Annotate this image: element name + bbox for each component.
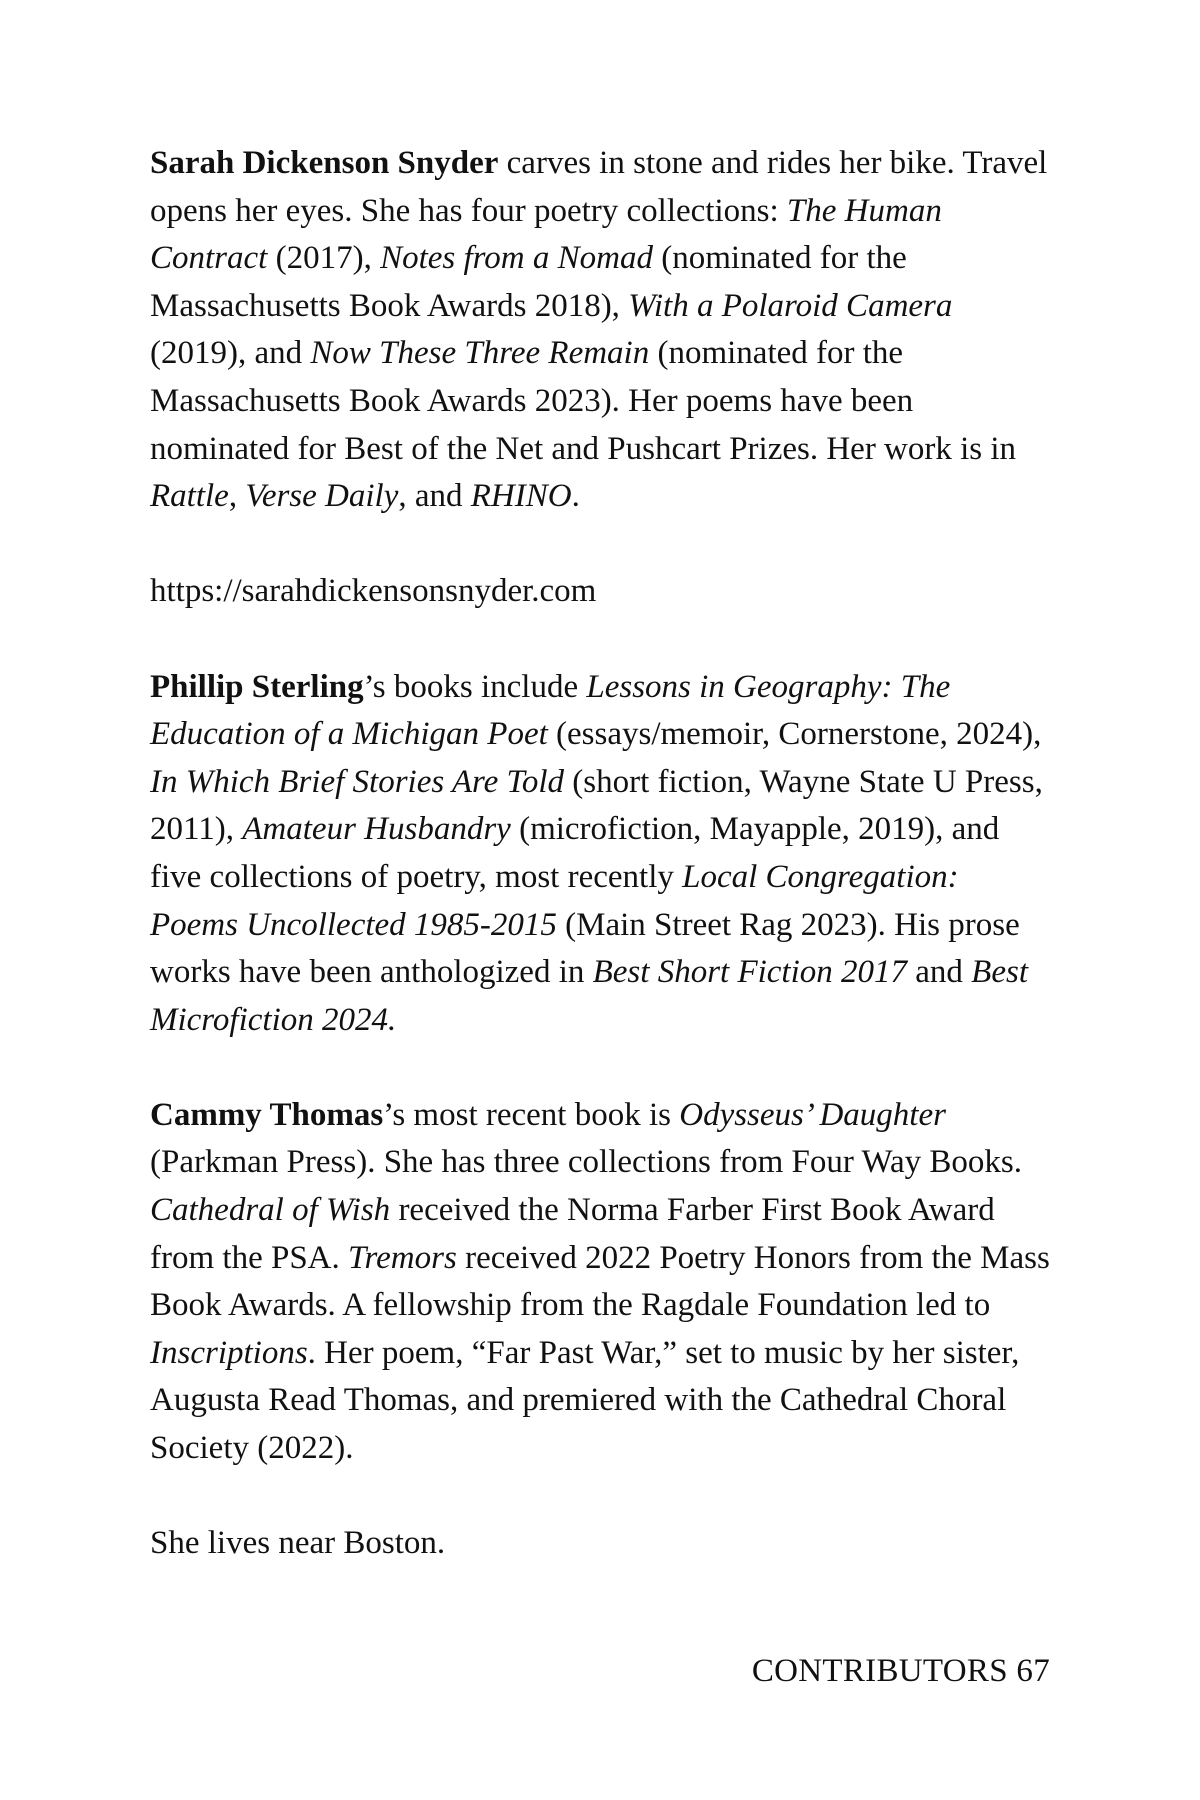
book-title: Best Microfiction 2024.	[150, 954, 1028, 1038]
book-title: Tremors	[348, 1239, 457, 1276]
bio-text: (2017),	[267, 240, 381, 277]
journal-title: RHINO	[470, 478, 572, 515]
bio-sarah-dickenson-snyder	[150, 140, 1050, 521]
book-title: Cathedral of Wish	[150, 1192, 391, 1229]
running-footer: CONTRIBUTORS 67	[751, 1653, 1050, 1689]
journal-title: Rattle	[150, 478, 229, 515]
bio-text: .	[571, 478, 580, 515]
bio-text: (2019), and	[150, 335, 311, 372]
bio-cammy-thomas	[150, 1092, 1050, 1473]
book-title: Lessons in Geography: The Education of a Michigan Poet	[150, 668, 951, 753]
contributor-name: Phillip Sterling	[150, 668, 364, 705]
bio-text: She lives near Boston.	[150, 1525, 446, 1562]
bio-text: (nominated for the Massachusetts Book Awards 2018),	[150, 240, 907, 324]
bio-text: ,	[228, 478, 246, 515]
bio-text: ’s books include	[363, 668, 587, 705]
bio-text: received the Norma Farber First Book Award from the PSA.	[150, 1192, 995, 1276]
book-title: Notes from a Nomad	[380, 240, 653, 277]
contributor-name: Sarah Dickenson Snyder	[150, 145, 499, 181]
contributors-page	[150, 140, 1050, 1615]
book-title: Now These Three Remain	[310, 335, 650, 372]
book-title: The Human Contract	[150, 192, 942, 277]
book-title: Inscriptions	[150, 1334, 308, 1371]
book-title: Odysseus’ Daughter	[679, 1096, 946, 1133]
book-title: Best Short Fiction 2017	[592, 954, 908, 991]
bio-text: (microfiction, Mayapple, 2019), and five collections of poetry, most recently	[150, 811, 1000, 895]
book-title: Amateur Husbandry	[242, 811, 511, 848]
bio-text: . Her poem, “Far Past War,” set to music by her sister, Augusta Read Thomas, and premiered with the Cathedral Choral Society (2022).	[150, 1334, 1020, 1467]
url-text: https://sarahdickensonsnyder.com	[150, 573, 597, 610]
bio-text: (essays/memoir, Cornerstone, 2024),	[547, 716, 1042, 753]
bio-text: received 2022 Poetry Honors from the Mass Book Awards. A fellowship from the Ragdale Foundation led to	[150, 1239, 1050, 1324]
book-title: Local Congregation: Poems Uncollected 1985-2015	[150, 858, 959, 943]
bio-text: carves in stone and rides her bike. Travel opens her eyes. She has four poetry collections:	[150, 145, 1048, 229]
website-url	[150, 568, 1050, 616]
bio-phillip-sterling	[150, 664, 1050, 1045]
bio-text: (Main Street Rag 2023). His prose works have been anthologized in	[150, 906, 1020, 991]
contributor-name: Cammy Thomas	[150, 1096, 384, 1133]
bio-text: , and	[398, 478, 471, 515]
bio-text: (nominated for the Massachusetts Book Awards 2023). Her poems have been nominated for Best of the Net and Pushcart Prizes. Her work is in	[150, 335, 1017, 467]
bio-text: (short fiction, Wayne State U Press, 2011),	[150, 763, 1043, 848]
bio-text: and	[907, 954, 972, 991]
bio-text: ’s most recent book is	[383, 1096, 680, 1133]
book-title: In Which Brief Stories Are Told	[150, 763, 565, 800]
journal-title: Verse Daily	[245, 478, 399, 515]
bio-closing-line	[150, 1520, 1050, 1568]
bio-text: (Parkman Press). She has three collections from Four Way Books.	[150, 1144, 1023, 1181]
book-title: With a Polaroid Camera	[628, 287, 953, 324]
